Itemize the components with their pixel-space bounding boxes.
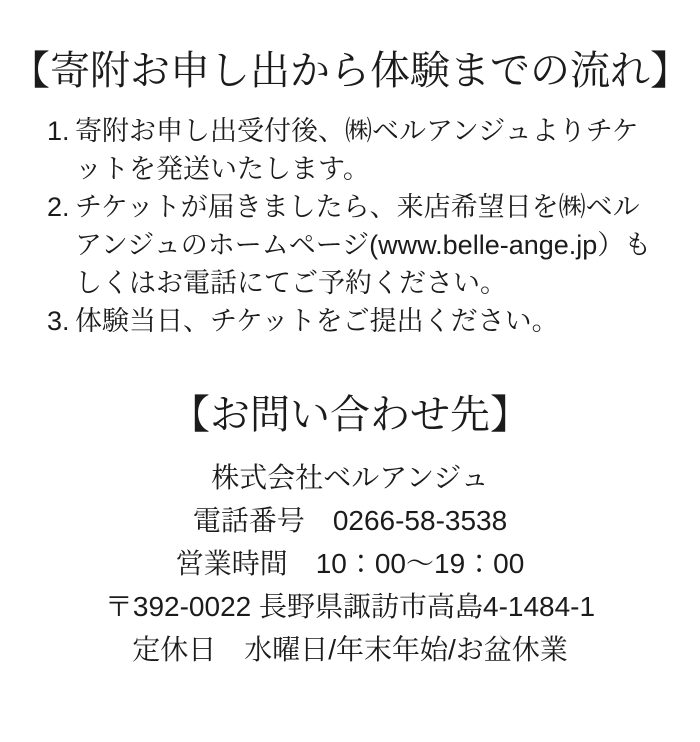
flow-section-title: 【寄附お申し出から体験までの流れ】 <box>10 48 690 93</box>
postal-address: 〒392-0022 長野県諏訪市高島4-1484-1 <box>104 591 596 622</box>
info-flyer <box>0 42 700 742</box>
step-1-number: 1. <box>47 116 70 146</box>
step-3-number: 3. <box>47 306 70 336</box>
step-3-text: 体験当日、チケットをご提出ください。 <box>75 306 559 336</box>
phone-number: 電話番号 0266-58-3538 <box>192 505 508 536</box>
step-item-1 <box>47 112 660 188</box>
step-item-3 <box>47 302 660 340</box>
business-hours: 営業時間 10：00～19：00 <box>175 548 525 579</box>
contact-info-block <box>0 456 700 671</box>
step-item-2 <box>47 188 660 302</box>
step-2-number: 2. <box>47 192 70 222</box>
contact-section-title: 【お問い合わせ先】 <box>170 392 530 437</box>
closed-days: 定休日 水曜日/年末年始/お盆休業 <box>132 634 568 665</box>
company-name: 株式会社ベルアンジュ <box>211 462 489 493</box>
step-1-text: 寄附お申し出受付後、㈱ベルアンジュよりチケットを発送いたします。 <box>75 116 639 184</box>
step-2-text: チケットが届きましたら、来店希望日を㈱ベルアンジュのホームページ(www.belle-ange.jp）もしくはお電話にてご予約ください。 <box>75 192 652 298</box>
flow-steps-list <box>47 112 660 340</box>
